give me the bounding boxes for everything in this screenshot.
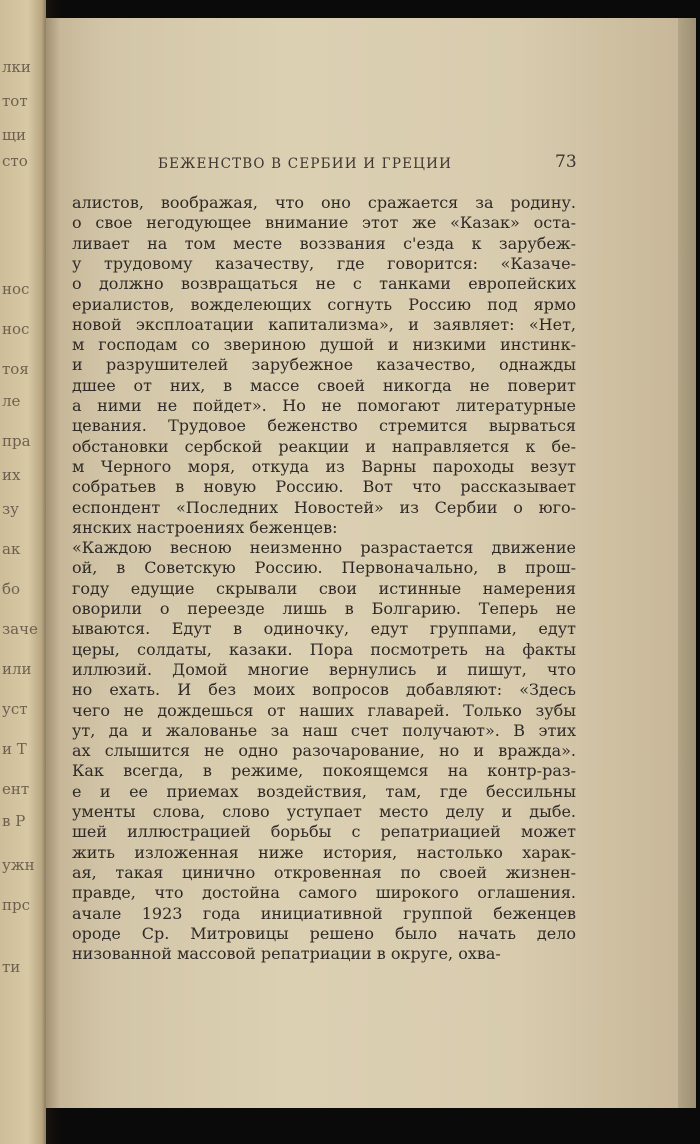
left-page-fragment: или: [2, 660, 32, 678]
text-line: еспондент «Последних Новостей» из Сербии о юго-: [72, 497, 576, 517]
text-line: а ними не пойдет». Но не помогают литературные: [72, 396, 576, 415]
left-page-fragment: сто: [2, 152, 28, 170]
left-page-fragment: их: [2, 466, 21, 484]
book-page: [30, 18, 678, 1108]
text-line: дшее от них, в массе своей никогда не поверит: [72, 375, 576, 395]
text-line: янских настроениях беженцев:: [72, 517, 338, 537]
text-line: ериалистов, вожделеющих согнуть Россию под ярмо: [72, 294, 576, 314]
left-page-fragment: ле: [2, 392, 21, 410]
text-line: ах слышится не одно разочарование, но и вражда».: [72, 741, 576, 761]
text-line: ут, да и жалованье за наш счет получают». В этих: [72, 720, 576, 740]
text-line: обстановки сербской реакции и направляется к бе-: [72, 436, 576, 456]
text-line: но ехать. И без моих вопросов добавляют: «Здесь: [72, 680, 576, 700]
text-line: ументы слова, слово уступает место делу и дыбе.: [72, 802, 576, 821]
left-page-fragment: ти: [2, 958, 21, 976]
text-line: шей иллюстрацией борьбы с репатриацией может: [72, 822, 576, 842]
text-line: «Каждою весною неизменно разрастается движение: [72, 538, 576, 558]
text-line: Как всегда, в режиме, покоящемся на контр-раз-: [72, 761, 576, 781]
text-line: о должно возвращаться не с танками европейских: [72, 274, 576, 294]
left-page-fragment: тоя: [2, 360, 29, 378]
left-page-fragment: нос: [2, 320, 30, 338]
text-line: жить изложенная ниже история, настолько харак-: [72, 842, 576, 862]
left-page-fragment: ужн: [2, 856, 35, 874]
text-line: церы, солдаты, казаки. Пора посмотреть на факты: [72, 639, 576, 659]
left-page-fragment: уст: [2, 700, 28, 718]
left-page-fragment: ак: [2, 540, 21, 558]
page-number: 73: [555, 152, 577, 172]
text-line: у трудовому казачеству, где говорится: «Казаче-: [72, 253, 576, 273]
left-page-fragment: тот: [2, 92, 28, 110]
left-page-fragment: щи: [2, 126, 26, 144]
text-line: новой эксплоатации капитализма», и заявляет: «Нет,: [72, 314, 576, 334]
text-line: алистов, воображая, что оно сражается за родину.: [72, 193, 576, 212]
text-line: и разрушителей зарубежное казачество, однажды: [72, 355, 576, 375]
text-line: собратьев в новую Россию. Вот что рассказывает: [72, 477, 576, 497]
left-page-fragment: бо: [2, 580, 21, 598]
text-line: ачале 1923 года инициативной группой беженцев: [72, 903, 576, 923]
left-page-fragment: ент: [2, 780, 30, 798]
text-line: правде, что достойна самого широкого оглашения.: [72, 883, 576, 903]
left-page-fragment: заче: [2, 620, 38, 638]
text-line: году едущие скрывали свои истинные намерения: [72, 578, 576, 598]
left-page-fragment: прс: [2, 896, 31, 914]
running-head: БЕЖЕНСТВО В СЕРБИИ И ГРЕЦИИ: [158, 156, 453, 172]
text-line: чего не дождешься от наших главарей. Только зубы: [72, 700, 576, 720]
text-line: цевания. Трудовое беженство стремится вырваться: [72, 416, 576, 436]
text-line: м господам со звериною душой и низкими инстинк-: [72, 335, 576, 355]
left-page-edge: [0, 0, 46, 1144]
left-page-fragment: зу: [2, 500, 20, 518]
text-line: ываются. Едут в одиночку, едут группами, едут: [72, 619, 576, 639]
text-line: м Черного моря, откуда из Варны пароходы везут: [72, 456, 576, 476]
text-line: оворили о переезде лишь в Болгарию. Теперь не: [72, 599, 576, 618]
text-line: ая, такая цинично откровенная по своей жизнен-: [72, 862, 576, 882]
text-line: ороде Ср. Митровицы решено было начать дело: [72, 923, 576, 943]
left-page-fragment: в Р: [2, 812, 26, 830]
left-page-fragment: нос: [2, 280, 30, 298]
left-page-fragment: пра: [2, 432, 31, 450]
left-page-fragment: лки: [2, 58, 31, 76]
text-line: о свое негодующее внимание этот же «Казак» оста-: [72, 213, 576, 233]
text-line: ой, в Советскую Россию. Первоначально, в прош-: [72, 558, 576, 578]
left-page-fragment: и Т: [2, 740, 27, 758]
text-line: иллюзий. Домой многие вернулись и пишут, что: [72, 659, 576, 679]
text-line: ливает на том месте воззвания с'езда к зарубеж-: [72, 233, 576, 253]
text-line: низованной массовой репатриации в округе, охва-: [72, 944, 501, 964]
text-line: е и ее приемах воздействия, там, где бессильны: [72, 781, 576, 801]
